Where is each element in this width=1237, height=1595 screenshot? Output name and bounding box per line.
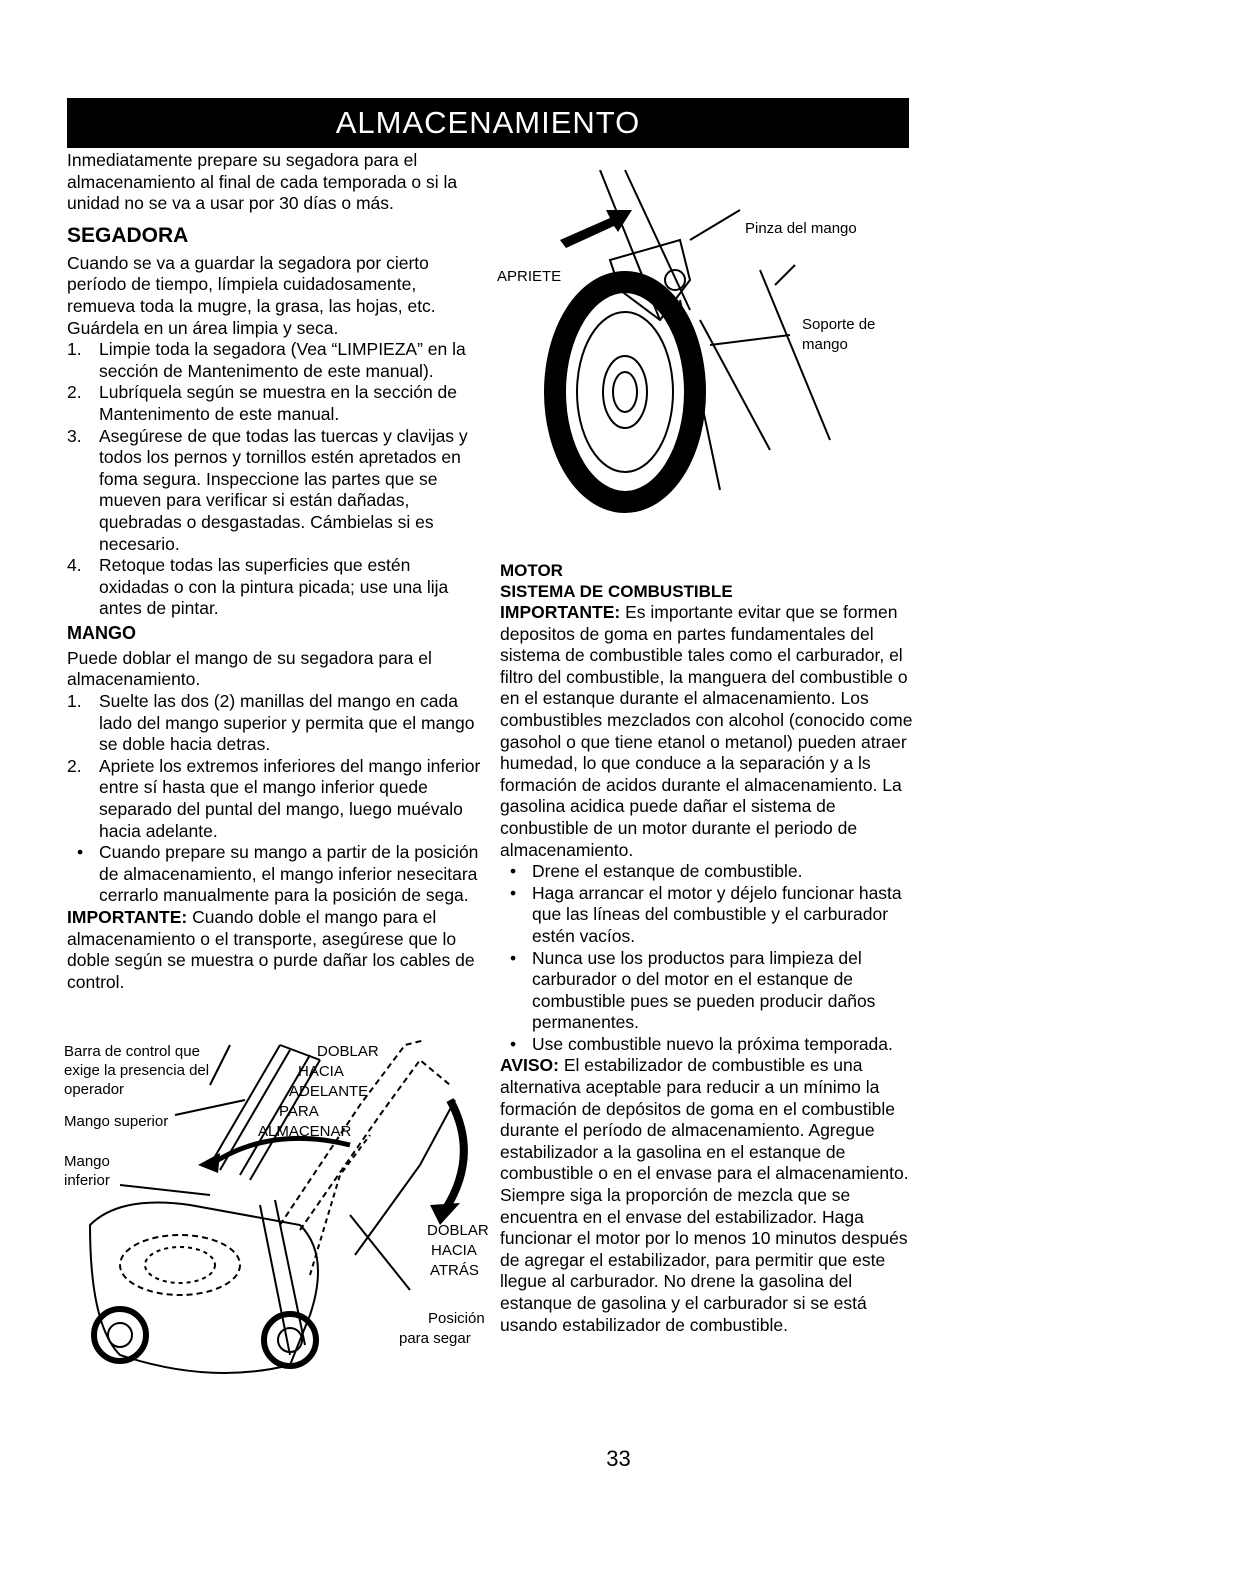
aviso-text: El estabilizador de combustible es una alternativa aceptable para reducir a un mínimo la formación de depósitos de goma en el combustible durante el período de almacenamiento. Agregue estabilizador a la gasolina en el estanque de combustible o en el envase para el almacenamiento. Siempre siga la proporción de mezcla que se encuentra en el envase del estabilizador. Haga funcionar el motor por lo menos 10 minutos después de agregar el estabilizador, para permitir que este llegue al carburador. No drene la gasolina del estanque de gasolina y el carburador si se está usando estabilizador de combustible. xyxy=(500,1055,909,1335)
right-column xyxy=(500,560,920,1336)
list-item xyxy=(500,883,920,948)
fold-forward-line-2: HACIA xyxy=(298,1063,344,1080)
list-item xyxy=(67,691,482,756)
fold-back-line-3: ATRÁS xyxy=(430,1262,479,1279)
step-number: 2. xyxy=(67,382,82,403)
page-number: 33 xyxy=(606,1446,631,1471)
fold-forward-line-4: PARA xyxy=(279,1103,319,1120)
control-bar-label-1: Barra de control que xyxy=(64,1043,200,1060)
step-text: Suelte las dos (2) manillas del mango en cada lado del mango superior y permita que el mango se doble hacia detras. xyxy=(99,691,475,755)
important-text: Es importante evitar que se formen depositos de goma en partes fundamentales del sistema de combustible tales como el carburador, el filtro del combustible, la manguera del combustible o en el estanque durante el almacenamiento. Los combustibles mezclados con alcohol (conocido come gasohol o que tiene etanol o metanol) pueden atraer humedad, lo que conduce a la separación y a ls formación de acidos durante el almacenamiento. La gasolina acidica puede dañar el sistema de conbustible de un motor durante el periodo de almacenamiento. xyxy=(500,602,913,860)
list-item xyxy=(67,555,482,620)
important-label: IMPORTANTE: xyxy=(500,602,621,622)
step-number: 4. xyxy=(67,555,82,576)
list-item xyxy=(67,339,482,382)
bullet-icon: • xyxy=(77,842,84,863)
left-column xyxy=(67,150,482,993)
list-item xyxy=(500,948,920,1034)
fuel-system-heading: SISTEMA DE COMBUSTIBLE xyxy=(500,582,733,601)
mango-paragraph: Puede doblar el mango de su segadora para el almacenamiento. xyxy=(67,647,432,690)
step-number: 3. xyxy=(67,425,82,446)
step-text: Lubríquela según se muestra en la sección de Mantenimento de este manual. xyxy=(99,382,458,424)
motor-important xyxy=(500,602,920,861)
section-banner: ALMACENAMIENTO xyxy=(67,98,909,148)
step-number: 1. xyxy=(67,339,82,360)
mango-important xyxy=(67,907,482,993)
motor-bullets xyxy=(500,861,920,1055)
lower-handle-label-2: inferior xyxy=(64,1172,110,1189)
step-number: 2. xyxy=(67,755,82,776)
bullet-icon: • xyxy=(510,947,517,968)
step-text: Apriete los extremos inferiores del mango inferior entre sí hasta que el mango inferior quede separado del puntal del mango, luego muévalo hacia adelante. xyxy=(99,755,481,841)
pinza-label: Pinza del mango xyxy=(745,220,857,237)
soporte-label-2: mango xyxy=(802,336,848,353)
control-bar-label-3: operador xyxy=(64,1081,125,1098)
control-bar-label-2: exige la presencia del xyxy=(64,1062,210,1079)
step-number: 1. xyxy=(67,691,82,712)
list-item xyxy=(67,382,482,425)
bullet-text: Cuando prepare su mango a partir de la posición de almacenamiento, el mango inferior nesecitara cerrarlo manualmente para la posición de sega. xyxy=(99,842,479,906)
mango-heading: MANGO xyxy=(67,622,136,643)
step-text: Retoque todas las superficies que estén oxidadas o con la pintura picada; use una lija antes de pintar. xyxy=(99,555,449,619)
soporte-label-1: Soporte de xyxy=(802,316,876,333)
aviso-label: AVISO: xyxy=(500,1055,559,1076)
fold-back-line-2: HACIA xyxy=(431,1242,477,1259)
mowing-position-label-2: para segar xyxy=(399,1330,471,1347)
fold-forward-line-3: ADELANTE xyxy=(289,1083,369,1100)
apriete-label: APRIETE xyxy=(497,268,562,285)
list-item xyxy=(500,1034,920,1056)
segadora-paragraph: Cuando se va a guardar la segadora por cierto período de tiempo, límpiela cuidadosamente, remueva toda la mugre, la grasa, las hojas, etc. Guárdela en un área limpia y seca. xyxy=(67,252,436,338)
lower-handle-label-1: Mango xyxy=(64,1153,110,1170)
bullet-icon: • xyxy=(510,1033,517,1054)
list-item xyxy=(67,842,482,907)
list-item xyxy=(500,861,920,883)
mango-steps xyxy=(67,691,482,842)
bullet-text: Use combustible nuevo la próxima temporada. xyxy=(532,1033,893,1054)
motor-heading: MOTOR xyxy=(500,561,563,580)
bullet-text: Haga arrancar el motor y déjelo funcionar hasta que las líneas del combustible y el carburador estén vacíos. xyxy=(532,882,902,946)
step-text: Asegúrese de que todas las tuercas y clavijas y todos los pernos y tornillos estén apretados en foma segura. Inspeccione las partes que se mueven para verificar si están dañadas, quebradas o desgastadas. Cámbielas si es necesario. xyxy=(99,425,468,554)
mango-bullets xyxy=(67,842,482,907)
fold-forward-line-5: ALMACENAR xyxy=(258,1123,352,1140)
fold-back-line-1: DOBLAR xyxy=(427,1222,489,1239)
bullet-icon: • xyxy=(510,861,517,882)
bullet-text: Drene el estanque de combustible. xyxy=(532,861,803,882)
important-label: IMPORTANTE: xyxy=(67,907,188,927)
fold-forward-line-1: DOBLAR xyxy=(317,1043,379,1060)
list-item xyxy=(67,756,482,842)
segadora-steps xyxy=(67,339,482,620)
upper-handle-label: Mango superior xyxy=(64,1113,169,1130)
mowing-position-label-1: Posición xyxy=(428,1310,485,1327)
aviso-paragraph xyxy=(500,1055,920,1336)
list-item xyxy=(67,426,482,556)
step-text: Limpie toda la segadora (Vea “LIMPIEZA” en la sección de Mantenimento de este manual). xyxy=(99,339,466,381)
intro-paragraph: Inmediatamente prepare su segadora para el almacenamiento al final de cada temporada o si la unidad no se va a usar por 30 días o más. xyxy=(67,150,458,214)
bullet-icon: • xyxy=(510,882,517,903)
important-text: Cuando doble el mango para el almacenamiento o el transporte, asegúrese que lo doble según se muestra o purde dañar los cables de control. xyxy=(67,907,475,992)
segadora-heading: SEGADORA xyxy=(67,223,189,247)
bullet-text: Nunca use los productos para limpieza del carburador o del motor en el estanque de combustible pues se pueden producir daños permanentes. xyxy=(532,947,876,1033)
